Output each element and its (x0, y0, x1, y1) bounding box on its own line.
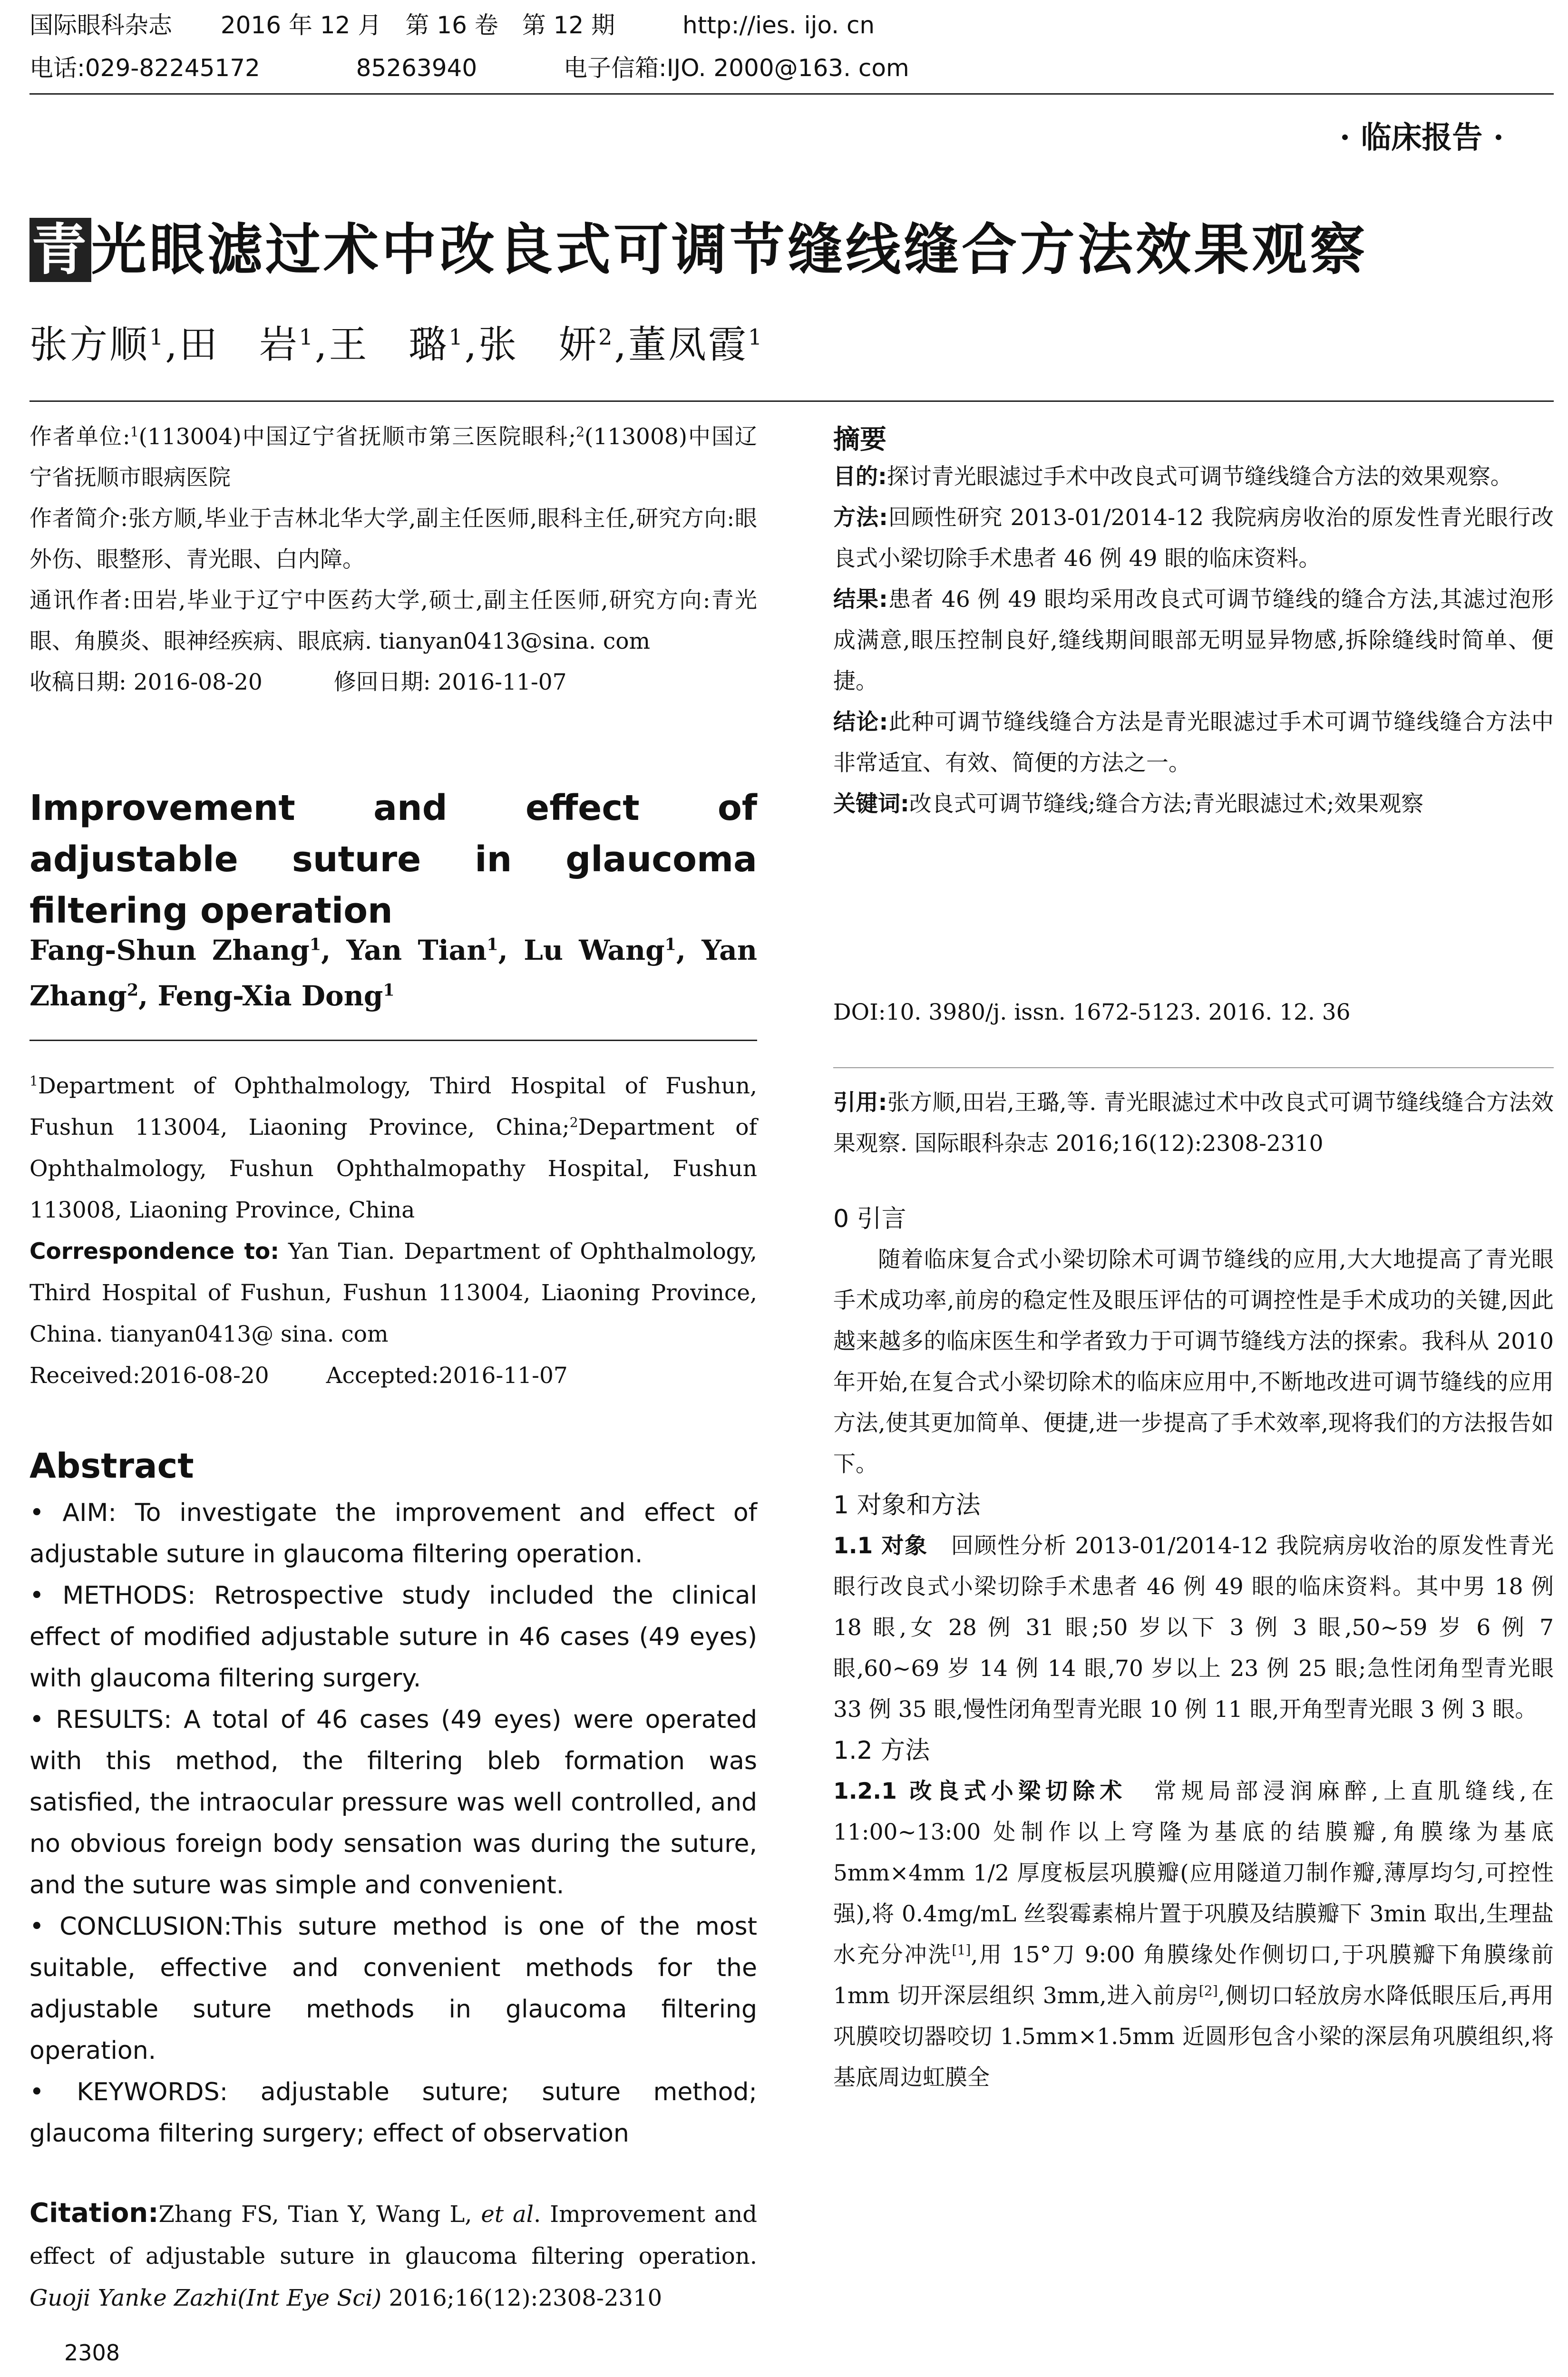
phone2: 85263940 (356, 54, 477, 82)
affiliation: 作者单位:$^1$(113004)中国辽宁省抚顺市第三医院眼科;$^2$(113008)中国辽宁省抚顺市眼病医院 (29, 424, 757, 491)
en-correspondence: Correspondence to: Yan Tian. Department of Ophthalmology, Third Hospital of Fushun, Fushun 113004, Liaoning Province, China. tianyan0413@ sina. com (29, 1238, 757, 1347)
reference-1[interactable]: [1] (952, 1942, 971, 1958)
main-text (833, 1198, 1554, 2098)
abstract-en-item: • CONCLUSION:This suture method is one of the most suitable, effective and convenient methods for the adjustable suture methods in glaucoma filtering operation. (29, 1912, 757, 2065)
en-author: Feng-Xia Dong (157, 980, 383, 1012)
en-author: Yan Tian (346, 934, 487, 966)
abstract-en-item: • RESULTS: A total of 46 cases (49 eyes) were operated with this method, the filtering bleb formation was satisfied, the intraocular pressure was well controlled, and no obvious foreign body sensation was during the suture, and the suture was simple and convenient. (29, 1705, 757, 1900)
author-affil-mark: 1 (448, 324, 465, 350)
paper-title (29, 205, 1368, 285)
journal-name: 国际眼科杂志 (29, 11, 172, 39)
author-affil-mark: 1 (149, 324, 166, 350)
abstract-en-item: • KEYWORDS: adjustable suture; suture method; glaucoma filtering surgery; effect of observation (29, 2078, 757, 2148)
header-rule (29, 93, 1554, 95)
reference-2[interactable]: [2] (1198, 1983, 1218, 1999)
abstract-cn-item: 结论:此种可调节缝线缝合方法是青光眼滤过手术可调节缝线缝合方法中非常适宜、有效、简便的方法之一。 (833, 709, 1554, 776)
author: 张方顺 (29, 322, 149, 367)
section-tag: · 临床报告 · (1339, 120, 1504, 156)
en-author-affil-mark: 1 (487, 935, 498, 955)
section-1-2-heading: 1.2 方法 (833, 1736, 930, 1765)
affil-rule (29, 1040, 757, 1041)
abstract-cn-item: 方法:回顾性研究 2013-01/2014-12 我院病房收治的原发性青光眼行改良式小梁切除手术患者 46 例 49 眼的临床资料。 (833, 505, 1554, 572)
author: 王 璐 (329, 322, 449, 367)
title-rest: 光眼滤过术中改良式可调节缝线缝合方法效果观察 (91, 218, 1368, 282)
section-0-text: 随着临床复合式小梁切除术可调节缝线的应用,大大地提高了青光眼手术成功率,前房的稳定性及眼压评估的可调控性是手术成功的关键,因此越来越多的临床医生和学者致力于可调节缝线方法的探索。我科从 2010 年开始,在复合式小梁切除术的临床应用中,不断地改进可调节缝线的应用方法,使其更加简单、便捷,进一步提高了手术效率,现将我们的方法报告如下。 (833, 1247, 1554, 1477)
author-affil-mark: 1 (748, 324, 764, 350)
journal-url[interactable]: http://ies. ijo. cn (682, 11, 875, 39)
section-1-2-1: 1.2.1 改良式小梁切除术 常规局部浸润麻醉,上直肌缝线,在 11:00~13:00 处制作以上穹隆为基底的结膜瓣,角膜缘为基底 5mm×4mm 1/2 厚度板层巩膜瓣(应用隧道刀制作瓣,薄厚均匀,可控性强),将 0.4mg/mL 丝裂霉素棉片置于巩膜及结膜瓣下 3min 取出,生理盐水充分冲洗[1],用 15°刀 9:00 角膜缘处作侧切口,于巩膜瓣下角膜缘前 1mm 切开深层组织 3mm,进入前房[2],侧切口轻放房水降低眼压后,再用巩膜咬切器咬切 1.5mm×1.5mm 近圆形包含小梁的深层角巩膜组织,将基底周边虹膜全 (833, 1778, 1554, 2091)
title-rule (29, 400, 1554, 402)
section-1-1: 1.1 对象 回顾性分析 2013-01/2014-12 我院病房收治的原发性青光眼行改良式小梁切除手术患者 46 例 49 眼的临床资料。其中男 18 例 18 眼,女 28 例 31 眼;50 岁以下 3 例 3 眼,50~59 岁 6 例 7 眼,60~69 岁 14 例 14 眼,70 岁以上 23 例 25 眼;急性闭角型青光眼 33 例 35 眼,慢性闭角型青光眼 10 例 11 眼,开角型青光眼 3 例 3 眼。 (833, 1533, 1554, 1723)
en-dates: Received:2016-08-20 Accepted:2016-11-07 (29, 1363, 568, 1389)
abstract-cn-body (833, 457, 1554, 825)
author-bio: 作者简介:张方顺,毕业于吉林北华大学,副主任医师,眼科主任,研究方向:眼外伤、眼整形、青光眼、白内障。 (29, 506, 757, 573)
en-author: Lu Wang (524, 934, 665, 966)
abstract-en-item: • AIM: To investigate the improvement and effect of adjustable suture in glaucoma filtering operation. (29, 1499, 758, 1568)
citation-en: Citation:Zhang FS, Tian Y, Wang L, et al. Improvement and effect of adjustable suture in glaucoma filtering operation. Guoji Yanke Zazhi(Int Eye Sci) 2016;16(12):2308-2310 (29, 2198, 757, 2311)
issue-info: 2016 年 12 月 第 16 卷 第 12 期 (220, 11, 615, 39)
author: 董凤霞 (628, 322, 748, 367)
author: 张 妍 (478, 322, 599, 367)
author: 田 岩 (179, 322, 299, 367)
running-header-line1 (29, 10, 875, 40)
english-author-list: Fang-Shun Zhang$^1$, Yan Tian$^1$, Lu Wang$^1$, Yan Zhang$^2$, Feng-Xia Dong$^1$ (29, 934, 757, 1012)
dates: 收稿日期: 2016-08-20 修回日期: 2016-11-07 (29, 669, 567, 695)
affiliations-block (29, 417, 757, 703)
en-author-affil-mark: 1 (383, 980, 395, 1000)
en-author-affil-mark: 1 (664, 935, 676, 955)
english-affiliations (29, 1065, 757, 1396)
author-affil-mark: 2 (598, 324, 614, 350)
en-author-affil-mark: 2 (127, 980, 139, 1000)
phone: 电话:029-82245172 (29, 54, 260, 82)
section-0-heading: 0 引言 (833, 1205, 906, 1233)
abstract-cn-item: 结果:患者 46 例 49 眼均采用改良式可调节缝线的缝合方法,其滤过泡形成满意,眼压控制良好,缝线期间眼部无明显异物感,拆除缝线时简单、便捷。 (833, 586, 1554, 694)
abstract-cn-item: 目的:探讨青光眼滤过手术中改良式可调节缝线缝合方法的效果观察。 (833, 464, 1513, 490)
author-affil-mark: 1 (299, 324, 315, 350)
abstract-heading: Abstract (29, 1446, 194, 1486)
page-number: 2308 (64, 2340, 120, 2366)
abstract-cn-heading: 摘要 (833, 424, 886, 455)
abstract-cn-item: 关键词:改良式可调节缝线;缝合方法;青光眼滤过术;效果观察 (833, 791, 1424, 817)
doi-rule (833, 1067, 1554, 1068)
author-list: 张方顺$^1$,田 岩$^1$,王 璐$^1$,张 妍$^2$,董凤霞$^1$ (29, 322, 764, 367)
en-author: Yan Zhang (29, 934, 757, 1012)
doi: DOI:10. 3980/j. issn. 1672-5123. 2016. 12. 36 (833, 999, 1351, 1025)
citation-cn: 引用:张方顺,田岩,王璐,等. 青光眼滤过术中改良式可调节缝线缝合方法效果观察. 国际眼科杂志 2016;16(12):2308-2310 (833, 1090, 1554, 1157)
section-1-heading: 1 对象和方法 (833, 1491, 981, 1520)
email[interactable]: 电子信箱:IJO. 2000@163. com (563, 54, 909, 82)
corresponding-author: 通讯作者:田岩,毕业于辽宁中医药大学,硕士,副主任医师,研究方向:青光眼、角膜炎、眼神经疾病、眼底病. tianyan0413@sina. com (29, 587, 757, 654)
english-title: Improvement and effect of adjustable suture in glaucoma filtering operation (29, 788, 757, 931)
en-affiliation: $^1$Department of Ophthalmology, Third Hospital of Fushun, Fushun 113004, Liaoning Province, China;$^2$Department of Ophthalmology, Fushun Ophthalmopathy Hospital, Fushun 113008, Liaoning Province, China (29, 1073, 757, 1223)
en-author-affil-mark: 1 (309, 935, 321, 955)
title-first-char: 青 (29, 218, 91, 282)
abstract-en-body (29, 1492, 757, 2154)
en-author: Fang-Shun Zhang (29, 934, 310, 966)
running-header-line2 (29, 53, 909, 83)
abstract-en-item: • METHODS: Retrospective study included the clinical effect of modified adjustable suture in 46 cases (49 eyes) with glaucoma filtering surgery. (29, 1581, 757, 1693)
